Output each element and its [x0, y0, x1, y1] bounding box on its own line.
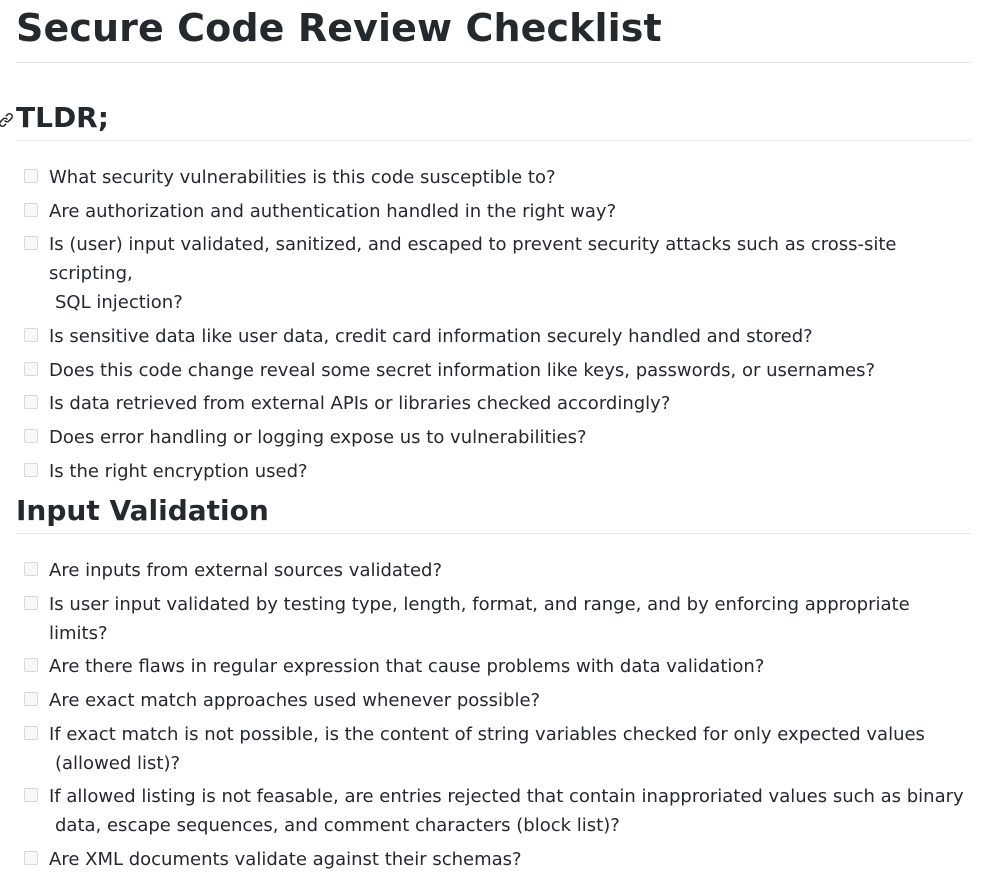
list-item [24, 782, 964, 840]
list-item [24, 322, 964, 351]
list-item-text: Is user input validated by testing type, length, format, and range, and by enforcing appropriate limits? [49, 593, 910, 644]
checkbox-input[interactable] [24, 429, 38, 443]
list-item-text: Is data retrieved from external APIs or libraries checked accordingly? [49, 393, 671, 415]
list-item-text-line-1: If allowed listing is not feasable, are entries rejected that contain inapproriated values such as binary [49, 786, 964, 808]
list-item [24, 356, 964, 385]
list-item-text: Are exact match approaches used whenever possible? [49, 690, 541, 712]
checkbox-input[interactable] [24, 236, 38, 250]
checkbox-input[interactable] [24, 328, 38, 342]
section-heading-tldr [16, 100, 971, 136]
list-item-text: Does this code change reveal some secret information like keys, passwords, or usernames? [49, 359, 876, 381]
list-item-text: Is sensitive data like user data, credit card information securely handled and stored? [49, 326, 813, 348]
list-item-text: Are XML documents validate against their schemas? [49, 849, 522, 871]
list-item [24, 556, 964, 585]
checkbox-input[interactable] [24, 362, 38, 376]
list-item-text: Is the right encryption used? [49, 460, 308, 482]
checklist-input-validation [24, 556, 964, 879]
list-item [24, 197, 964, 226]
section-heading-container-tldr [16, 100, 971, 141]
checkbox-input[interactable] [24, 788, 38, 802]
checkbox-input[interactable] [24, 203, 38, 217]
list-item-text: Does error handling or logging expose us to vulnerabilities? [49, 427, 587, 449]
list-item-text-line-1: If exact match is not possible, is the content of string variables checked for only expected values [49, 723, 925, 745]
checkbox-input[interactable] [24, 169, 38, 183]
list-item-text: What security vulnerabilities is this code susceptible to? [49, 167, 556, 188]
list-item [24, 423, 964, 452]
list-item-text-line-2: (allowed list)? [55, 752, 181, 774]
list-item [24, 686, 964, 715]
list-item [24, 389, 964, 418]
checkbox-input[interactable] [24, 851, 38, 865]
list-item [24, 163, 964, 192]
list-item-text: Are authorization and authentication handled in the right way? [49, 200, 617, 222]
checkbox-input[interactable] [24, 658, 38, 672]
checkbox-input[interactable] [24, 463, 38, 477]
list-item-text-line-1: Is (user) input validated, sanitized, and escaped to prevent security attacks such as cross-site scripting, [49, 234, 897, 285]
section-heading-input-validation: Input Validation [16, 494, 269, 527]
checkbox-input[interactable] [24, 395, 38, 409]
list-item [24, 652, 964, 681]
checkbox-input[interactable] [24, 596, 38, 610]
checkbox-input[interactable] [24, 726, 38, 740]
section-heading-container-input-validation [16, 493, 971, 534]
checkbox-input[interactable] [24, 692, 38, 706]
list-item [24, 230, 964, 317]
checkbox-input[interactable] [24, 562, 38, 576]
link-icon[interactable] [0, 112, 14, 128]
list-item-text: Are there flaws in regular expression that cause problems with data validation? [49, 656, 765, 678]
list-item [24, 590, 964, 648]
list-item-text-line-2: data, escape sequences, and comment characters (block list)? [55, 815, 620, 837]
checklist-tldr [24, 163, 964, 491]
list-item [24, 457, 964, 486]
list-item-text: Are inputs from external sources validated? [49, 560, 443, 581]
list-item [24, 720, 964, 778]
section-heading-text: TLDR; [16, 101, 109, 134]
page-title: Secure Code Review Checklist [16, 6, 662, 50]
page-title-container [16, 4, 971, 63]
list-item [24, 845, 964, 874]
list-item-text-line-2: SQL injection? [55, 292, 183, 314]
